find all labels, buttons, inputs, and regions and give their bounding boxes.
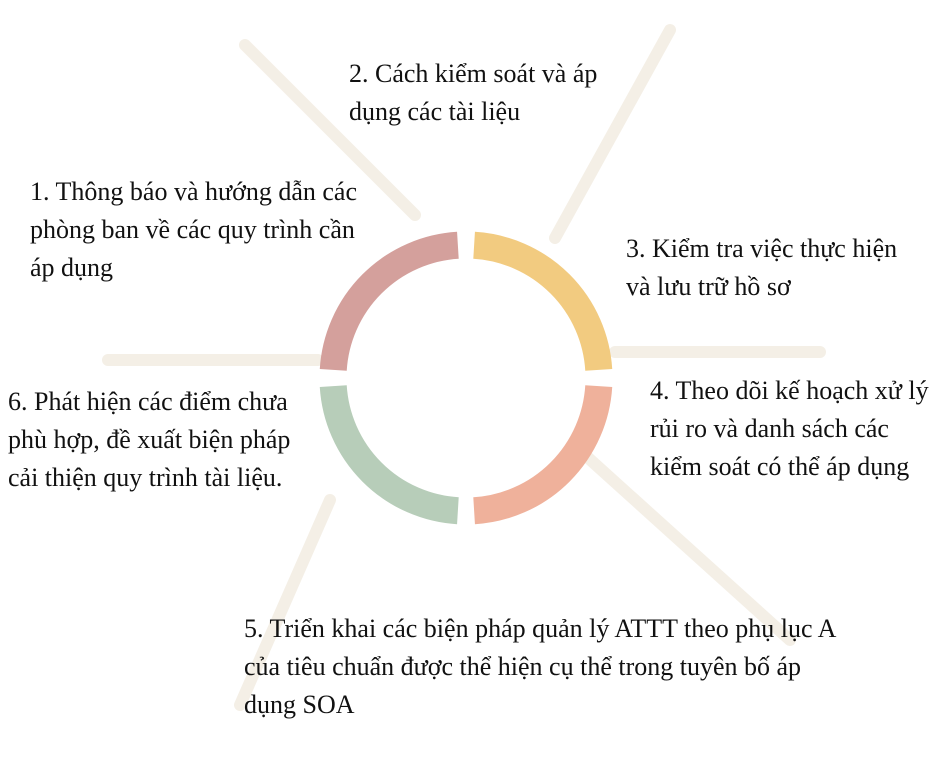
ring-arc-bottom-left [333, 386, 458, 511]
spoke-lines [108, 30, 820, 705]
step-4-label: 4. Theo dõi kế hoạch xử lý rủi ro và danh sách các kiểm soát có thể áp dụng [650, 376, 929, 481]
cycle-ring [333, 245, 599, 511]
step-3-label: 3. Kiểm tra việc thực hiện và lưu trữ hồ sơ [626, 234, 898, 301]
step-2-label: 2. Cách kiểm soát và áp dụng các tài liệu [349, 59, 598, 126]
step-1-label: 1. Thông báo và hướng dẫn các phòng ban về các quy trình cần áp dụng [30, 177, 357, 282]
ring-arc-top-right [474, 245, 599, 370]
step-6-label: 6. Phát hiện các điểm chưa phù hợp, đề xuất biện pháp cải thiện quy trình tài liệu. [8, 387, 291, 492]
ring-arc-bottom-right [474, 386, 599, 511]
step-5-label: 5. Triển khai các biện pháp quản lý ATTT theo phụ lục A của tiêu chuẩn được thể hiện cụ thể trong tuyên bố áp dụng SOA [244, 614, 835, 719]
